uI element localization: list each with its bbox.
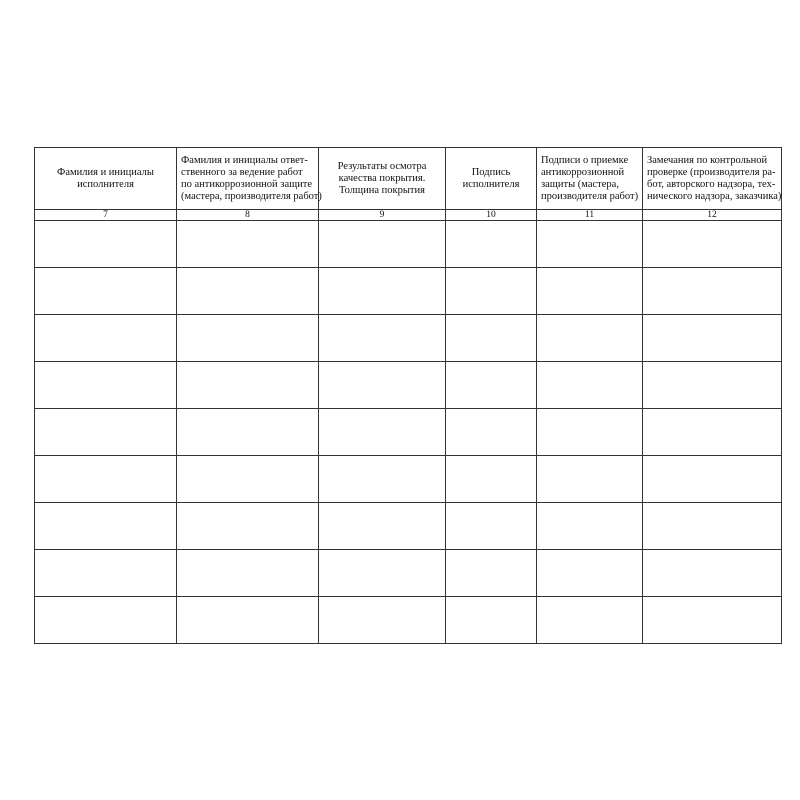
empty-cell bbox=[35, 503, 177, 550]
column-number: 9 bbox=[319, 210, 446, 221]
empty-cell bbox=[537, 597, 643, 644]
table-row bbox=[35, 362, 782, 409]
empty-cell bbox=[446, 362, 537, 409]
empty-cell bbox=[319, 503, 446, 550]
empty-cell bbox=[537, 221, 643, 268]
empty-cell bbox=[643, 315, 782, 362]
empty-cell bbox=[446, 456, 537, 503]
empty-cell bbox=[319, 456, 446, 503]
empty-cell bbox=[177, 221, 319, 268]
empty-cell bbox=[35, 315, 177, 362]
table-row bbox=[35, 221, 782, 268]
empty-cell bbox=[643, 456, 782, 503]
empty-cell bbox=[319, 409, 446, 456]
empty-cell bbox=[446, 268, 537, 315]
empty-cell bbox=[35, 550, 177, 597]
empty-cell bbox=[643, 221, 782, 268]
empty-cell bbox=[446, 550, 537, 597]
empty-cell bbox=[35, 362, 177, 409]
empty-cell bbox=[446, 597, 537, 644]
column-number: 12 bbox=[643, 210, 782, 221]
header-cell-performer-name: Фамилия и инициалы исполнителя bbox=[35, 148, 177, 210]
header-cell-performer-signature: Подпись исполнителя bbox=[446, 148, 537, 210]
empty-cell bbox=[177, 268, 319, 315]
empty-cell bbox=[643, 550, 782, 597]
column-number-row bbox=[35, 210, 782, 221]
empty-cell bbox=[35, 268, 177, 315]
empty-cell bbox=[537, 503, 643, 550]
empty-cell bbox=[177, 456, 319, 503]
column-number: 10 bbox=[446, 210, 537, 221]
table-row bbox=[35, 503, 782, 550]
journal-table bbox=[34, 147, 782, 644]
header-cell-acceptance-signatures: Подписи о приемке антикоррозионной защиты (мастера, производителя работ) bbox=[537, 148, 643, 210]
empty-cell bbox=[35, 221, 177, 268]
empty-cell bbox=[177, 409, 319, 456]
empty-cell bbox=[446, 503, 537, 550]
header-cell-inspection-results: Результаты осмотра качества покрытия. Толщина покрытия bbox=[319, 148, 446, 210]
empty-cell bbox=[643, 362, 782, 409]
empty-cell bbox=[446, 409, 537, 456]
empty-cell bbox=[537, 268, 643, 315]
column-number: 11 bbox=[537, 210, 643, 221]
empty-cell bbox=[177, 550, 319, 597]
empty-cell bbox=[537, 315, 643, 362]
table-body bbox=[35, 221, 782, 644]
empty-cell bbox=[537, 550, 643, 597]
empty-cell bbox=[177, 315, 319, 362]
empty-cell bbox=[319, 268, 446, 315]
empty-cell bbox=[319, 221, 446, 268]
empty-cell bbox=[446, 315, 537, 362]
empty-cell bbox=[446, 221, 537, 268]
table-row bbox=[35, 550, 782, 597]
empty-cell bbox=[35, 597, 177, 644]
empty-cell bbox=[643, 503, 782, 550]
empty-cell bbox=[537, 362, 643, 409]
column-number: 8 bbox=[177, 210, 319, 221]
empty-cell bbox=[319, 597, 446, 644]
table-row bbox=[35, 456, 782, 503]
header-cell-control-remarks: Замечания по контрольной проверке (производителя ра- бот, авторского надзора, тех- нического надзора, заказчика) bbox=[643, 148, 782, 210]
column-number: 7 bbox=[35, 210, 177, 221]
empty-cell bbox=[319, 362, 446, 409]
empty-cell bbox=[537, 409, 643, 456]
empty-cell bbox=[35, 409, 177, 456]
empty-cell bbox=[319, 315, 446, 362]
empty-cell bbox=[643, 597, 782, 644]
table-row bbox=[35, 315, 782, 362]
table-row bbox=[35, 597, 782, 644]
header-row bbox=[35, 148, 782, 210]
table-row bbox=[35, 268, 782, 315]
header-cell-responsible-name: Фамилия и инициалы ответ- ственного за ведение работ по антикоррозионной защите (мастера, производителя работ) bbox=[177, 148, 319, 210]
empty-cell bbox=[643, 268, 782, 315]
empty-cell bbox=[537, 456, 643, 503]
empty-cell bbox=[177, 597, 319, 644]
empty-cell bbox=[643, 409, 782, 456]
empty-cell bbox=[177, 503, 319, 550]
table-row bbox=[35, 409, 782, 456]
empty-cell bbox=[177, 362, 319, 409]
empty-cell bbox=[319, 550, 446, 597]
empty-cell bbox=[35, 456, 177, 503]
